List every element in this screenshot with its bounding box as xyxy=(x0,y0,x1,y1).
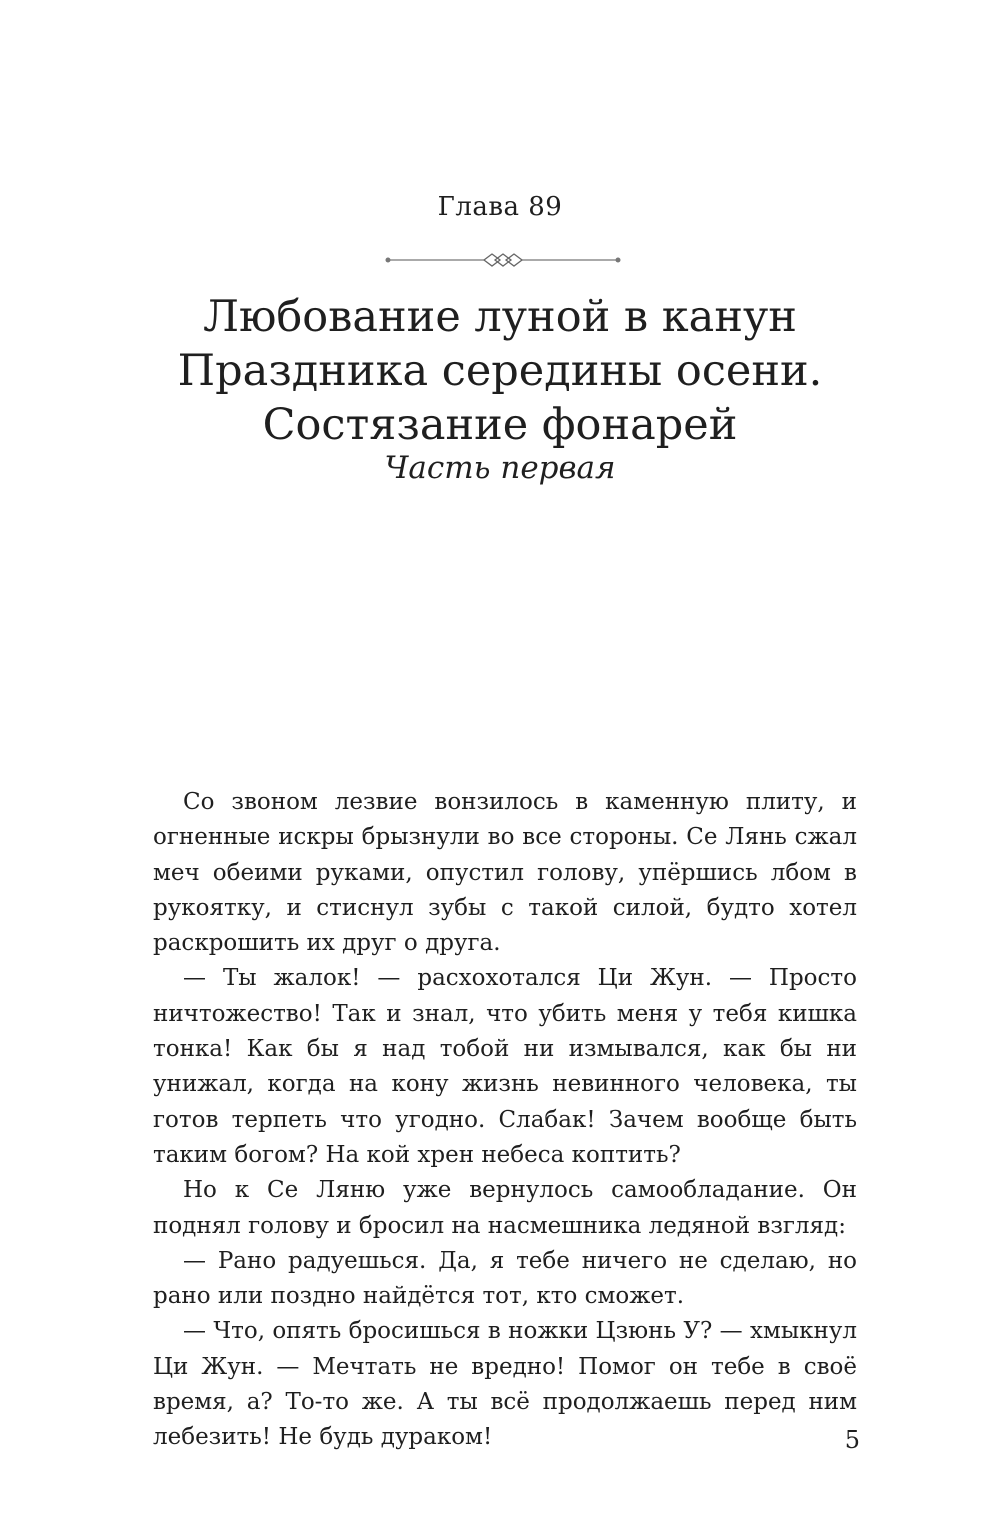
paragraph: — Рано радуешься. Да, я тебе ничего не сделаю, но рано или поздно найдётся тот, кто сможет. xyxy=(153,1247,857,1310)
chapter-title-line: Любование луной в канун xyxy=(203,292,797,342)
page-number: 5 xyxy=(844,1426,860,1454)
chapter-label: Глава 89 xyxy=(437,192,563,222)
body-text xyxy=(153,785,857,1456)
chapter-title-line: Состязание фонарей xyxy=(262,400,738,450)
paragraph: Со звоном лезвие вонзилось в каменную плиту, и огненные искры брызнули во все стороны. Се Лянь сжал меч обеими руками, опустил голову, упёршись лбом в рукоятку, и стиснул зубы с такой силой, будто хотел раскрошить их друг о друга. xyxy=(153,789,857,957)
paragraph: Но к Се Ляню уже вернулось самообладание. Он поднял голову и бросил на насмешника ледяной взгляд: xyxy=(153,1177,857,1239)
chapter-title-line: Праздника середины осени. xyxy=(177,346,823,396)
divider-ornament-icon xyxy=(384,249,622,271)
chapter-part-subtitle: Часть первая xyxy=(384,450,616,486)
paragraph: — Что, опять бросишься в ножки Цзюнь У? — хмыкнул Ци Жун. — Мечтать не вредно! Помог он тебе в своё время, а? То-то же. А ты всё продолжаешь перед ним лебезить! Не будь дураком! xyxy=(153,1318,857,1451)
paragraph: — Ты жалок! — расхохотался Ци Жун. — Просто ничтожество! Так и знал, что убить меня у тебя кишка тонка! Как бы я над тобой ни измывался, как бы ни унижал, когда на кону жизнь невинного человека, ты готов терпеть что угодно. Слабак! Зачем вообще быть таким богом? На кой хрен небеса коптить? xyxy=(153,965,857,1168)
chapter-title xyxy=(100,290,900,452)
